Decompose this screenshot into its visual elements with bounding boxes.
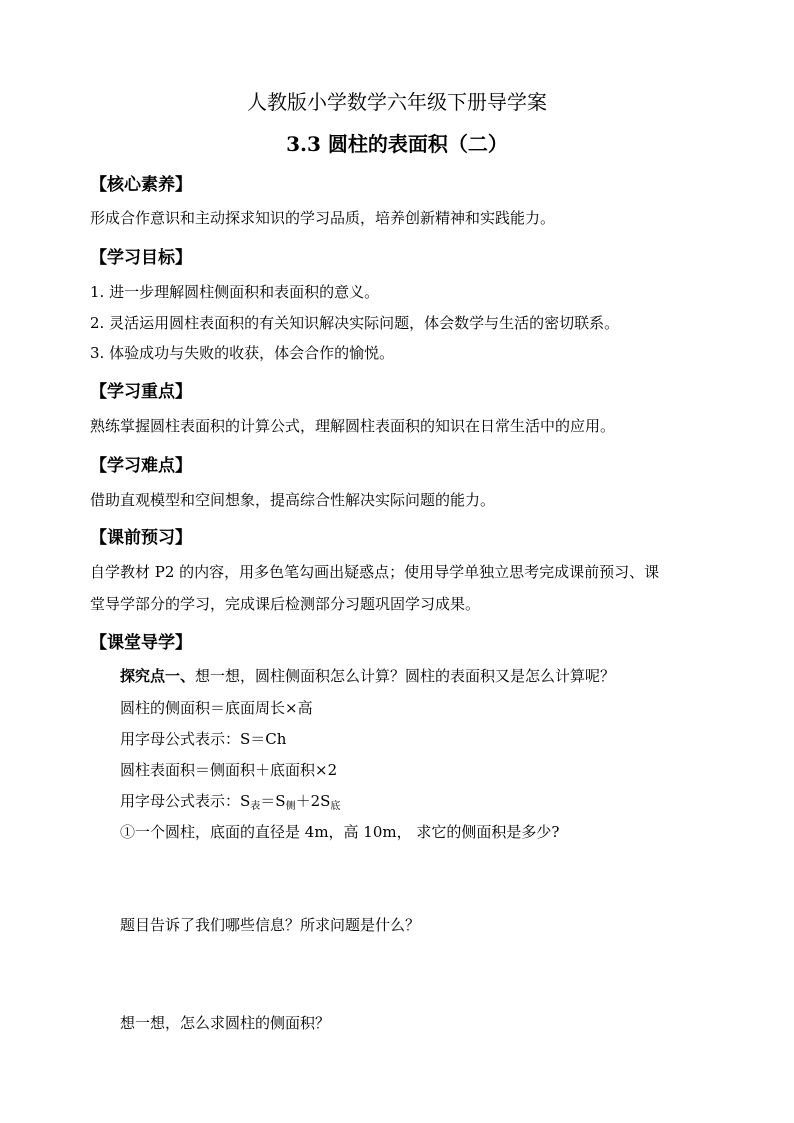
lateral-area-formula: 圆柱的侧面积＝底面周长×高 — [120, 699, 313, 717]
explore-label: 探究点一、 — [120, 667, 196, 685]
section-heading-guide: 【课堂导学】 — [90, 633, 192, 653]
header-title: 人教版小学数学六年级下册导学案 — [247, 90, 547, 114]
section-heading-key-points: 【学习重点】 — [90, 382, 192, 402]
question-method: 想一想，怎么求圆柱的侧面积？ — [120, 1014, 331, 1032]
core-text: 形成合作意识和主动探求知识的学习品质，培养创新精神和实践能力。 — [90, 209, 556, 227]
preview-text-line2: 堂导学部分的学习，完成课后检测部分习题巩固学习成果。 — [90, 595, 481, 613]
explore-point-one — [120, 665, 615, 686]
section-heading-goals: 【学习目标】 — [90, 248, 192, 268]
lateral-area-letter-formula: 用字母公式表示：S＝Ch — [120, 730, 287, 748]
problem-one: ①一个圆柱，底面的直径是 4m，高 10m， 求它的侧面积是多少? — [120, 823, 560, 841]
section-heading-core: 【核心素养】 — [90, 175, 192, 195]
subscript-base: 底 — [330, 801, 341, 812]
goal-item-2: 2. 灵活运用圆柱表面积的有关知识解决实际问题，体会数学与生活的密切联系。 — [90, 314, 620, 332]
preview-text-line1: 自学教材 P2 的内容，用多色笔勾画出疑惑点；使用导学单独立思考完成课前预习、课 — [90, 563, 660, 581]
goal-item-1: 1. 进一步理解圆柱侧面积和表面积的意义。 — [90, 283, 380, 301]
subscript-surface: 表 — [250, 801, 261, 812]
goal-item-3: 3. 体验成功与失败的收获，体会合作的愉悦。 — [90, 344, 395, 362]
question-info: 题目告诉了我们哪些信息？所求问题是什么？ — [120, 916, 421, 934]
key-points-text: 熟练掌握圆柱表面积的计算公式，理解圆柱表面积的知识在日常生活中的应用。 — [90, 417, 616, 435]
surface-area-formula: 圆柱表面积＝侧面积＋底面积×2 — [120, 761, 338, 779]
lesson-title: 3.3 圆柱的表面积（二） — [286, 132, 508, 156]
difficulties-text: 借助直观模型和空间想象，提高综合性解决实际问题的能力。 — [90, 491, 496, 509]
surface-area-letter-formula: 用字母公式表示：$S_表=S_侧+2S_底$ — [120, 792, 341, 812]
subscript-lateral: 侧 — [285, 801, 296, 812]
section-heading-preview: 【课前预习】 — [90, 528, 192, 548]
section-heading-difficulties: 【学习难点】 — [90, 456, 192, 476]
explore-text: 想一想，圆柱侧面积怎么计算？圆柱的表面积又是怎么计算呢？ — [195, 667, 616, 685]
